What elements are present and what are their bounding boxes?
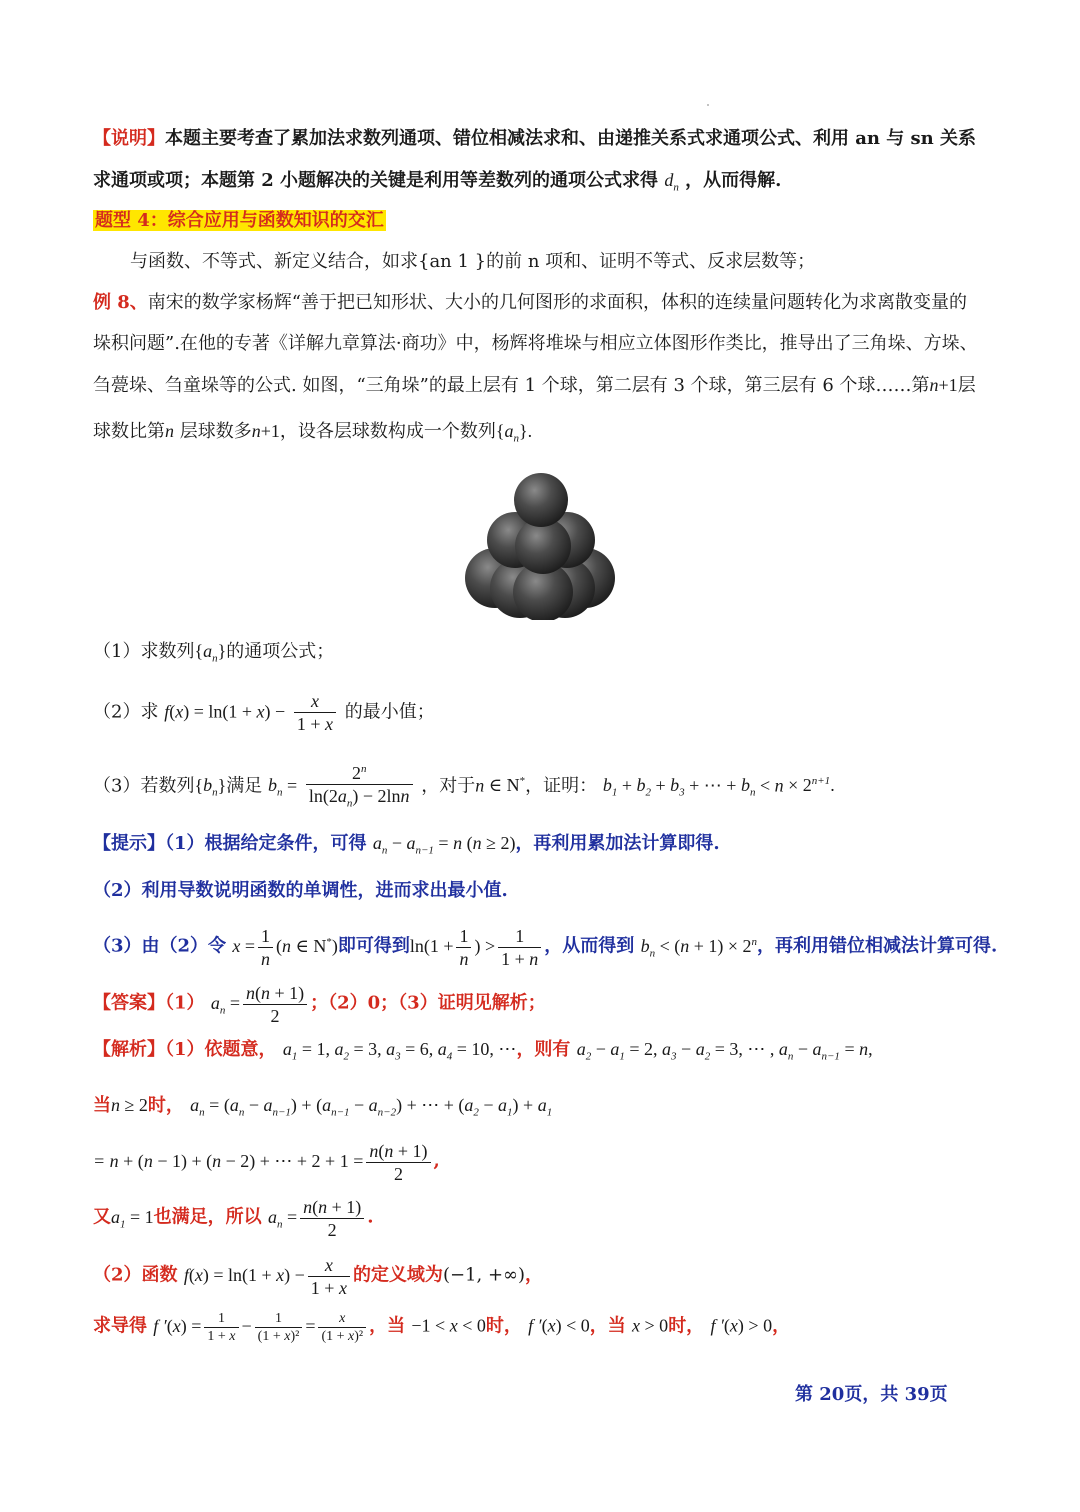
solution-line-1: 【解析】（1）依题意， $a_1 = 1$, $a_2 = 3$, $a_3 = 6$, $a_4 = 10$, ⋯，则有 $a_2 - a_1 = 2$, $a_3 - a_2 = 3$, ⋯ , $a_n - a_{n-1} = n$, [93, 1039, 873, 1063]
hint-line-3: （3）由（2）令 x = $\frac{1}{n}$ (n ∈ N*)即可得到ln(1 + $\frac{1}{n}$ ) > $\frac{1}{1 + n}$ ，从而得到 $b_n < (n + 1) \times 2^n$，再利用错位相减法计算可得. [93, 926, 998, 969]
note-text-2b: ，从而得解. [685, 170, 782, 191]
example-line-4: 球数比第n 层球数多n+1，设各层球数构成一个数列$\{a_n\}$. [93, 421, 533, 445]
solution-label: 【解析】 [93, 1039, 165, 1060]
answer-label: 【答案】 [93, 992, 165, 1014]
example-label: 例 8、 [93, 292, 148, 313]
solution-line-2: 当n ≥ 2时， $a_n = (a_n - a_{n-1}) + (a_{n-1} - a_{n-2})$ + ⋯ + $(a_2 - a_1) + a_1$ [93, 1095, 553, 1119]
sphere [514, 473, 568, 527]
solution-line-5: （2）函数 f(x) = ln(1 + x) − $\frac{x}{1 + x}$ 的定义域为(−1, +∞)， [93, 1255, 544, 1298]
note-var-d: $d_n$ [664, 170, 679, 194]
example-line-1: 例 8、南宋的数学家杨辉“善于把已知形状、大小的几何图形的求面积，体积的连续量问题转化为求离散变量的 [93, 292, 967, 313]
example-line-3: 刍甍垛、刍童垛等的公式. 如图，“三角垛”的最上层有 1 个球，第二层有 3 个球，第三层有 6 个球……第n+1层 [93, 375, 976, 396]
hint-line-2: （2）利用导数说明函数的单调性，进而求出最小值. [93, 880, 508, 901]
section-title: 题型 4：综合应用与函数知识的交汇 [95, 210, 384, 231]
answer-line: 【答案】（1） $a_n$ = $\frac{n(n + 1)}{2}$ ；（2）0；（3）证明见解析； [93, 983, 546, 1026]
question-1: （1）求数列$\{a_n\}$的通项公式； [93, 641, 335, 665]
solution-line-3: = n + (n − 1) + (n − 2) + ⋯ + 2 + 1 = $\frac{n(n + 1)}{2}$ , [93, 1141, 440, 1184]
note-label: 【说明】 [93, 128, 165, 149]
hint-line-1: 【提示】（1）根据给定条件，可得 $a_n - a_{n-1} = n$ (n ≥ 2)，再利用累加法计算即得. [93, 833, 720, 857]
hint-label: 【提示】 [93, 833, 165, 854]
note-line-1 [93, 126, 976, 152]
solution-line-6: 求导得 f ′(x) = $\frac{1}{1 + x}$ − $\frac{1}{\text{(1 + x)²}}$ = $\frac{x}{\text{(1 + x)²}}$ ，当 −1 < x < 0时， f ′(x) < 0，当 x > 0时， f ′(x) > 0， [93, 1311, 791, 1344]
sphere-pile-figure [455, 460, 625, 620]
solution-line-4: 又$a_1 = 1$也满足，所以 $a_n$ = $\frac{n(n + 1)}{2}$ . [93, 1197, 374, 1240]
section-intro: 与函数、不等式、新定义结合，如求{an 1 }的前 n 项和、证明不等式、反求层数等； [130, 251, 816, 272]
note-text-1: 本题主要考查了累加法求数列通项、错位相减法求和、由递推关系式求通项公式、利用 an 与 sn 关系 [165, 128, 977, 149]
example-line-2: 垛积问题”.在他的专著《详解九章算法·商功》中，杨辉将堆垛与相应立体图形作类比，推导出了三角垛、方垛、 [93, 333, 978, 354]
note-line-2 [93, 167, 781, 201]
question-2: （2）求 f(x) = ln(1 + x) − $\frac{x}{1 + x}$ 的最小值； [93, 691, 435, 734]
scan-dot [707, 104, 709, 106]
note-text-2a: 求通项或项；本题第 2 小题解决的关键是利用等差数列的通项公式求得 [93, 170, 659, 191]
question-3: （3）若数列$\{b_n\}$满足 $b_n$ = $\frac{2^n}{\ln(2a_n) - 2\ln n}$ ，对于n ∈ N*，证明： $b_1 + b_2 + b_3$ + ⋯ + $b_n < n \times 2^{n+1}$. [93, 758, 835, 815]
page-footer: 第 20页，共 39页 [795, 1384, 948, 1405]
